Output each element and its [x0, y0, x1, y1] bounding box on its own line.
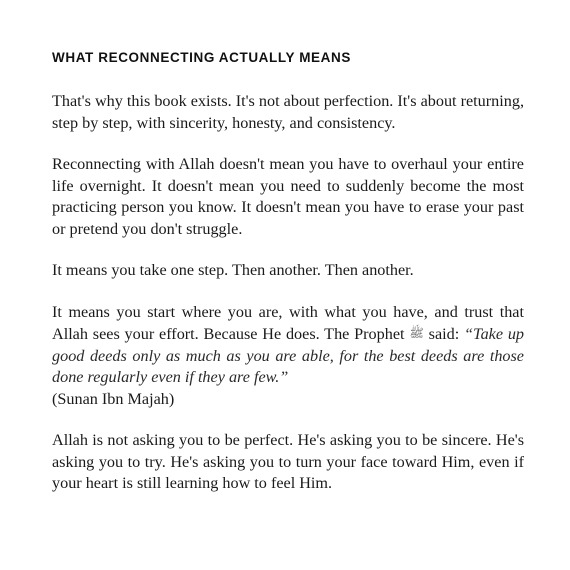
honorific-glyph: ﷺ: [409, 326, 424, 340]
paragraph-4: [52, 302, 524, 411]
section-heading: WHAT RECONNECTING ACTUALLY MEANS: [52, 50, 351, 65]
hadith-source: (Sunan Ibn Majah): [52, 389, 175, 408]
hadith-quote: “Take up good deeds only as much as you are able, for the best deeds are those done regularly even if they are few.”: [52, 325, 525, 386]
paragraph-5: Allah is not asking you to be perfect. He's asking you to be sincere. He's asking you to try. He's asking you to turn your face toward Him, even if your heart is still learning how to feel Him.: [52, 431, 524, 492]
paragraph-3: It means you take one step. Then another. Then another.: [52, 261, 414, 279]
paragraph-1: That's why this book exists. It's not about perfection. It's about returning, step by step, with sincerity, honesty, and consistency.: [52, 92, 524, 132]
paragraph-2: Reconnecting with Allah doesn't mean you have to overhaul your entire life overnight. It doesn't mean you need to suddenly become the most practicing person you know. It doesn't mean you have to erase your past or pretend you don't struggle.: [52, 155, 524, 238]
paragraph-4-said: said:: [428, 325, 460, 343]
book-page: [52, 50, 524, 515]
paragraph-4-intro: It means you start where you are, with what you have, and trust that Allah sees your effort. Because He does. The Prophet: [52, 302, 524, 343]
